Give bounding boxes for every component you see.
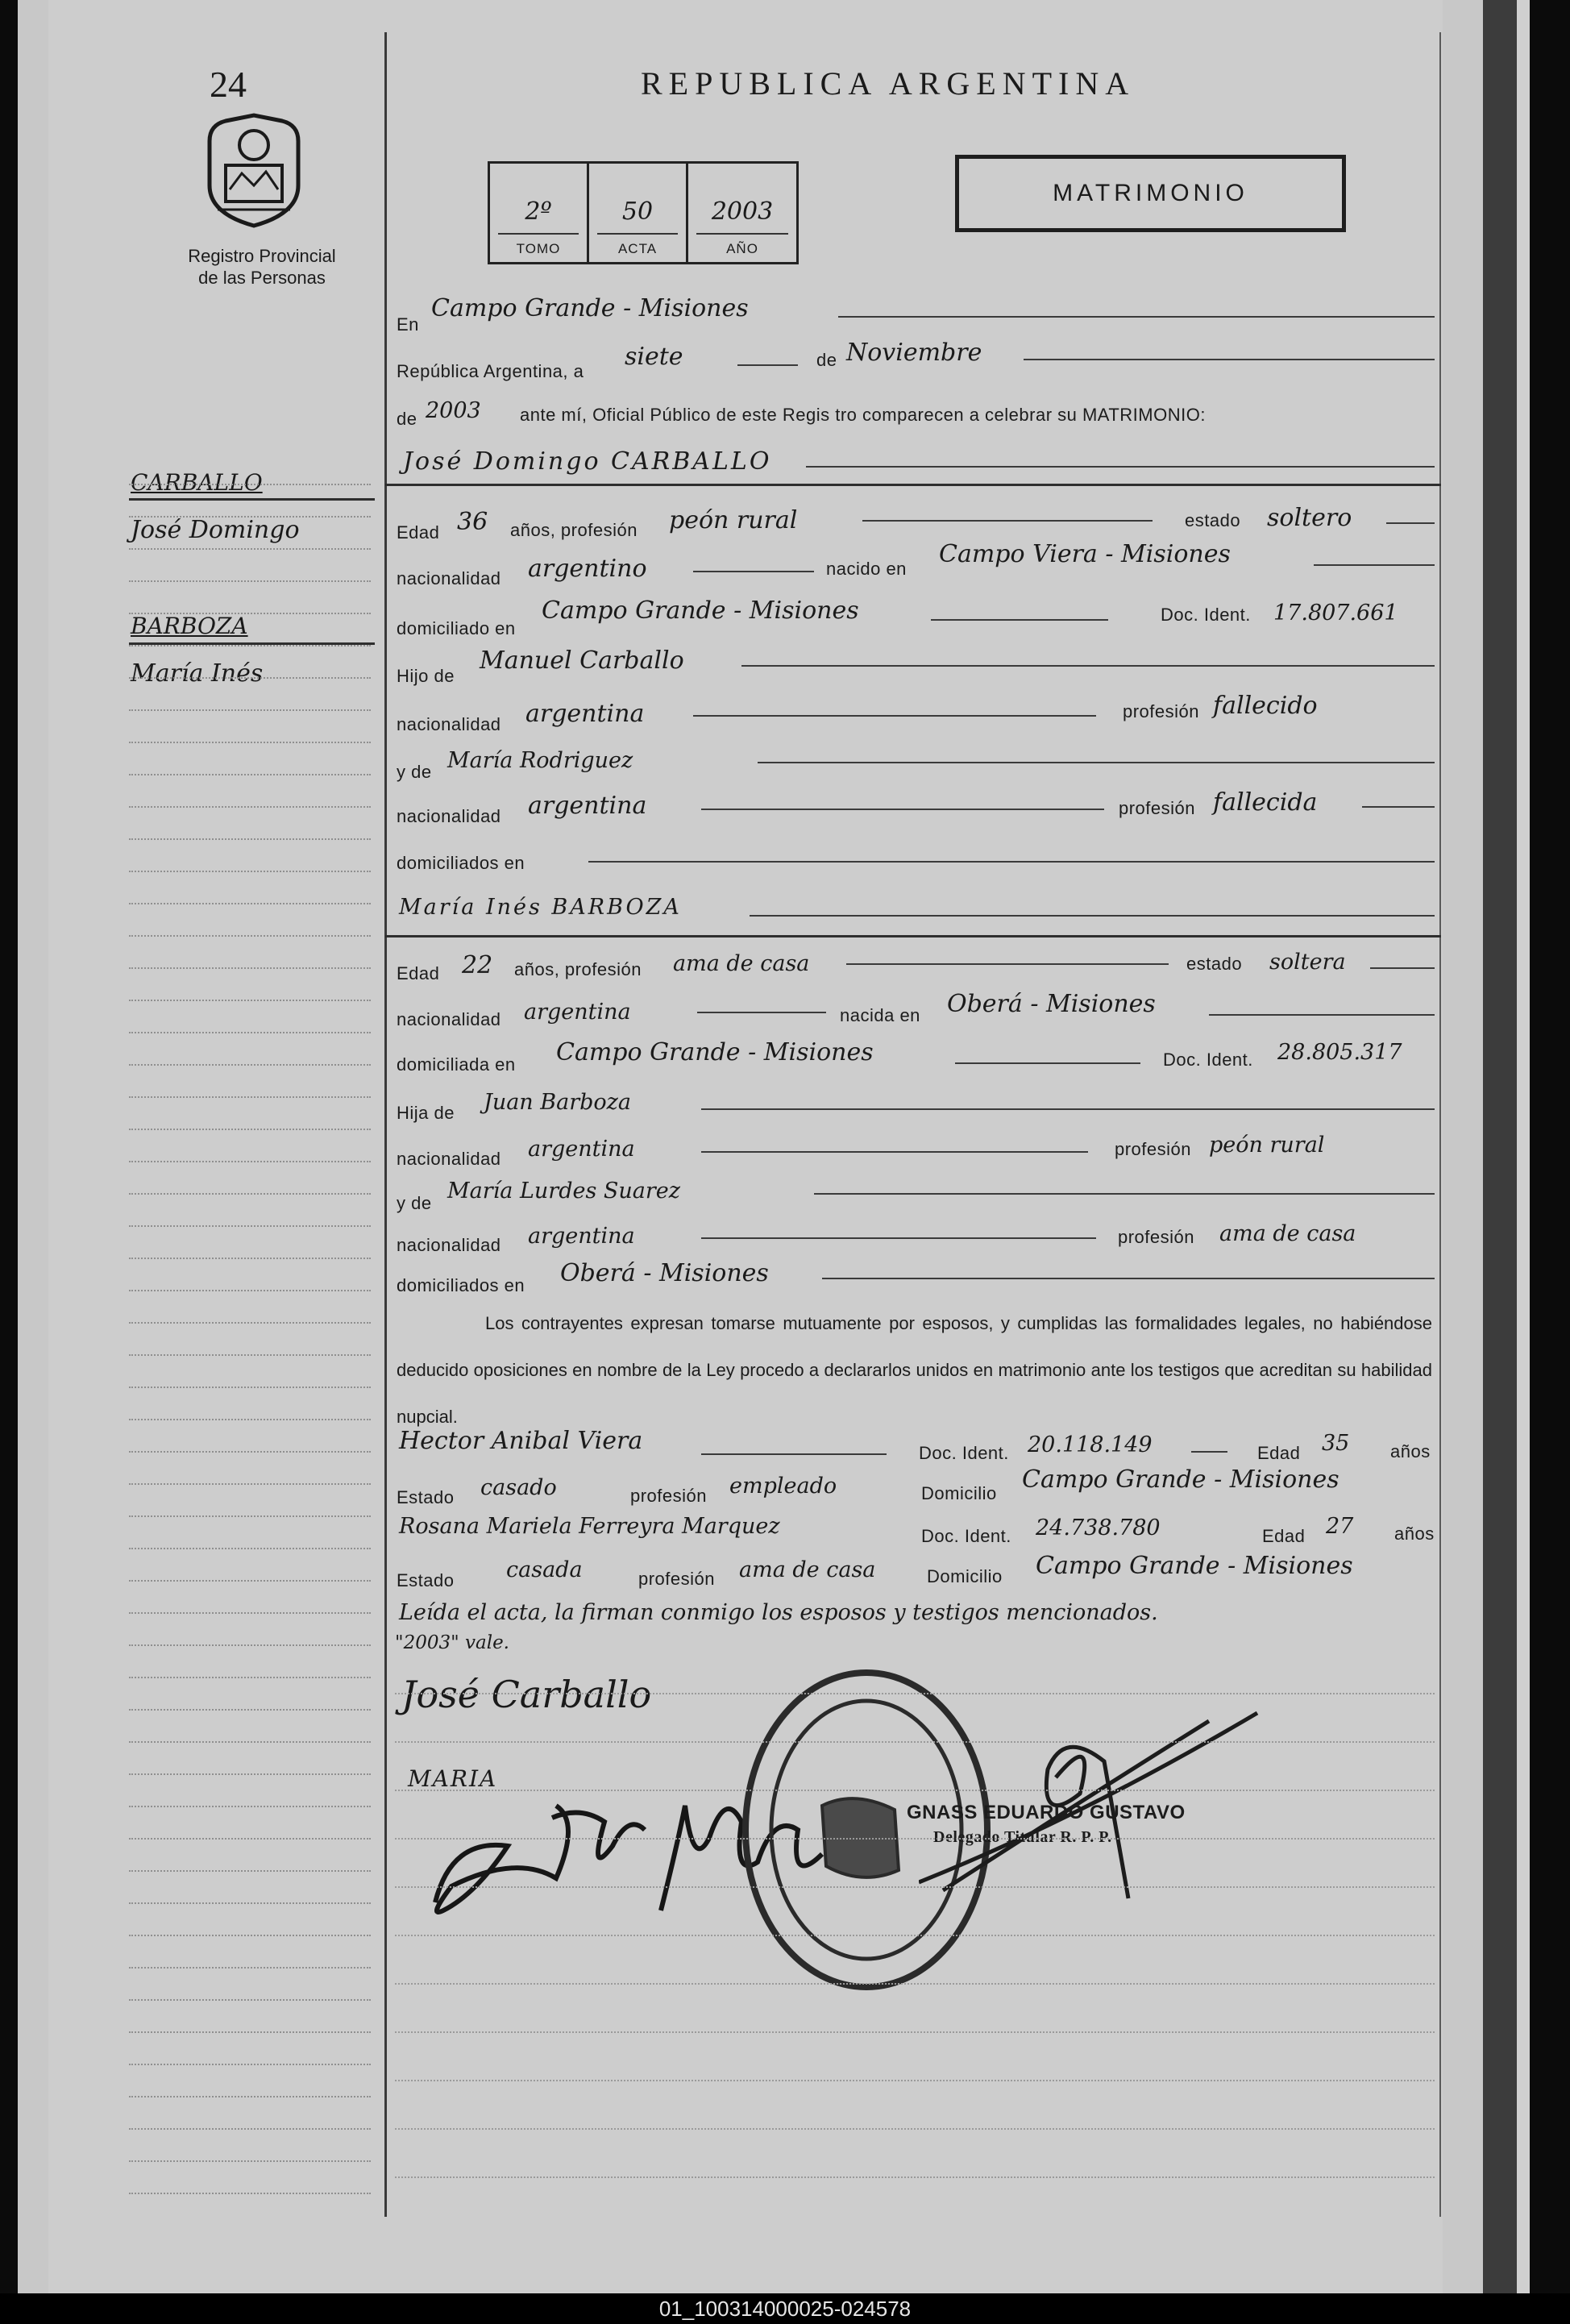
groom-father-profession: fallecido bbox=[1213, 692, 1318, 720]
witness2-doc: 24.738.780 bbox=[1036, 1515, 1161, 1540]
groom-mother: María Rodriguez bbox=[447, 748, 633, 773]
folio-number: 24 bbox=[210, 64, 247, 105]
fill-line bbox=[1386, 522, 1435, 524]
fill-line bbox=[862, 520, 1153, 522]
witness2-domicile: Campo Grande - Misiones bbox=[1036, 1552, 1353, 1580]
margin-guide-line bbox=[129, 645, 371, 646]
witness1-domicile: Campo Grande - Misiones bbox=[1022, 1465, 1339, 1494]
fill-line bbox=[1191, 1451, 1227, 1453]
fill-line bbox=[931, 619, 1108, 621]
bride-father-nac-label: nacionalidad bbox=[397, 1149, 501, 1169]
margin-guide-line bbox=[129, 1161, 371, 1162]
margin-guide-line bbox=[129, 1290, 371, 1291]
bride-age: 22 bbox=[462, 951, 493, 979]
groom-father-prof-label: profesión bbox=[1123, 701, 1200, 721]
margin-guide-line bbox=[129, 967, 371, 969]
fill-line bbox=[588, 861, 1435, 863]
bride-hija-label: Hija de bbox=[397, 1103, 455, 1123]
body-guide-line bbox=[395, 1838, 1435, 1840]
groom-mother-prof-label: profesión bbox=[1119, 798, 1196, 818]
celebration-month: Noviembre bbox=[846, 339, 982, 367]
margin-guide-line bbox=[129, 1193, 371, 1195]
bride-doc: 28.805.317 bbox=[1277, 1040, 1402, 1065]
fill-line bbox=[741, 665, 1435, 667]
groom-father-nac-label: nacionalidad bbox=[397, 714, 501, 734]
tomo-acta-anio-box bbox=[488, 161, 799, 264]
witness1-doc: 20.118.149 bbox=[1028, 1432, 1153, 1457]
margin-guide-line bbox=[129, 1838, 371, 1840]
margin-guide-line bbox=[129, 2193, 371, 2194]
margin-groom-surname: CARBALLO bbox=[131, 469, 263, 496]
document-title: REPUBLICA ARGENTINA bbox=[641, 65, 1136, 102]
margin-guide-line bbox=[129, 1870, 371, 1872]
fill-line bbox=[1370, 967, 1435, 969]
margin-guide-line bbox=[129, 2096, 371, 2097]
margin-guide-line bbox=[129, 1000, 371, 1001]
margin-bride-surname: BARBOZA bbox=[131, 613, 248, 639]
body-guide-line bbox=[395, 2080, 1435, 2081]
margin-guide-line bbox=[129, 1322, 371, 1324]
anio-cell bbox=[688, 164, 796, 262]
margin-guide-line bbox=[129, 548, 371, 550]
tomo-cell bbox=[490, 164, 589, 262]
act-type-box: MATRIMONIO bbox=[955, 155, 1346, 232]
witness1-profession: empleado bbox=[729, 1474, 837, 1499]
margin-guide-line bbox=[129, 1064, 371, 1066]
margin-guide-line bbox=[129, 1515, 371, 1517]
groom-domicile: Campo Grande - Misiones bbox=[542, 597, 859, 625]
bride-domicile: Campo Grande - Misiones bbox=[556, 1038, 874, 1066]
acta-cell bbox=[589, 164, 688, 262]
groom-hijo-label: Hijo de bbox=[397, 666, 455, 686]
section-rule bbox=[385, 484, 1441, 486]
bride-father-nationality: argentina bbox=[528, 1137, 635, 1162]
bride-parents-domicile: Oberá - Misiones bbox=[560, 1259, 769, 1287]
republica-label: República Argentina, a bbox=[397, 361, 584, 381]
groom-mother-nac-label: nacionalidad bbox=[397, 806, 501, 826]
fill-line bbox=[1024, 359, 1435, 360]
section-rule bbox=[385, 935, 1441, 937]
margin-guide-line bbox=[129, 1644, 371, 1646]
left-margin-rule bbox=[384, 32, 387, 2217]
body-guide-line bbox=[395, 1741, 1435, 1743]
bride-parents-dom-label: domiciliados en bbox=[397, 1275, 525, 1295]
anio-caption: AÑO bbox=[726, 241, 758, 256]
bride-estado-label: estado bbox=[1186, 954, 1243, 974]
bride-mother-prof-label: profesión bbox=[1118, 1227, 1195, 1247]
fill-line bbox=[701, 809, 1104, 810]
witness2-profession: ama de casa bbox=[739, 1557, 876, 1582]
witness1-name: Hector Anibal Viera bbox=[399, 1427, 643, 1455]
fill-line bbox=[737, 364, 798, 366]
declaration-paragraph bbox=[397, 1300, 1432, 1441]
margin-guide-line bbox=[129, 1935, 371, 1936]
margin-guide-line bbox=[129, 1419, 371, 1420]
de-label: de bbox=[816, 350, 837, 370]
bride-mother-nac-label: nacionalidad bbox=[397, 1235, 501, 1255]
margin-guide-line bbox=[129, 677, 371, 679]
body-guide-line bbox=[395, 2176, 1435, 2178]
body-guide-line bbox=[395, 1935, 1435, 1936]
margin-guide-line bbox=[129, 1967, 371, 1969]
fill-line bbox=[693, 571, 814, 572]
right-margin-rule bbox=[1439, 32, 1441, 2217]
groom-signature: José Carballo bbox=[401, 1673, 652, 1716]
witness2-age: 27 bbox=[1326, 1514, 1354, 1539]
margin-guide-line bbox=[129, 1548, 371, 1549]
margin-guide-line bbox=[129, 1677, 371, 1678]
groom-doc-label: Doc. Ident. bbox=[1161, 605, 1251, 625]
groom-estado-label: estado bbox=[1185, 510, 1241, 530]
bride-estado: soltera bbox=[1269, 950, 1346, 975]
intro-text: ante mí, Oficial Público de este Regis tro comparecen a celebrar su MATRIMONIO: bbox=[520, 405, 1206, 425]
witness1-profesion-label: profesión bbox=[630, 1486, 708, 1506]
groom-domiciliado-label: domiciliado en bbox=[397, 618, 516, 638]
next-page-edge bbox=[1517, 0, 1530, 2293]
fill-line bbox=[822, 1278, 1435, 1279]
celebration-place: Campo Grande - Misiones bbox=[431, 294, 749, 322]
witness1-doc-label: Doc. Ident. bbox=[919, 1443, 1009, 1463]
groom-full-name: José Domingo CARBALLO bbox=[403, 447, 772, 476]
margin-guide-line bbox=[129, 1032, 371, 1033]
acta-caption: ACTA bbox=[617, 241, 658, 256]
bride-mother-nationality: argentina bbox=[528, 1224, 635, 1249]
witness2-profesion-label: profesión bbox=[638, 1569, 716, 1589]
witness2-name: Rosana Mariela Ferreyra Marquez bbox=[399, 1514, 780, 1539]
witness2-anios-label: años bbox=[1394, 1524, 1435, 1544]
body-guide-line bbox=[395, 1790, 1435, 1791]
margin-guide-line bbox=[129, 1902, 371, 1904]
body-guide-line bbox=[395, 1983, 1435, 1985]
groom-father: Manuel Carballo bbox=[480, 646, 684, 675]
groom-nationality: argentino bbox=[528, 555, 647, 583]
margin-guide-line bbox=[129, 838, 371, 840]
margin-guide-line bbox=[129, 1225, 371, 1227]
body-guide-line bbox=[395, 2031, 1435, 2033]
margin-guide-line bbox=[129, 1773, 371, 1775]
margin-guide-line bbox=[129, 1096, 371, 1098]
fill-line bbox=[846, 963, 1169, 965]
body-guide-line bbox=[395, 1693, 1435, 1694]
bride-yde-label: y de bbox=[397, 1193, 432, 1213]
bride-mother-profession: ama de casa bbox=[1219, 1221, 1356, 1246]
witness2-doc-label: Doc. Ident. bbox=[921, 1526, 1011, 1546]
tomo-underline bbox=[498, 233, 579, 235]
body-guide-line bbox=[395, 1886, 1435, 1888]
fill-line bbox=[1314, 564, 1435, 566]
bride-signature-label: MARIA bbox=[408, 1765, 498, 1792]
margin-guide-line bbox=[129, 2031, 371, 2033]
margin-guide-line bbox=[129, 613, 371, 614]
fill-line bbox=[693, 715, 1096, 717]
fill-line bbox=[758, 762, 1435, 763]
witness1-domicilio-label: Domicilio bbox=[921, 1483, 997, 1503]
margin-guide-line bbox=[129, 1258, 371, 1259]
fill-line bbox=[701, 1453, 887, 1455]
groom-mother-profession: fallecida bbox=[1213, 788, 1318, 817]
margin-guide-line bbox=[129, 1129, 371, 1130]
bride-full-name: María Inés BARBOZA bbox=[399, 895, 682, 920]
margin-guide-line bbox=[129, 935, 371, 937]
witness2-estado-label: Estado bbox=[397, 1570, 455, 1590]
margin-groom-names: José Domingo bbox=[131, 516, 300, 544]
margin-guide-line bbox=[129, 1451, 371, 1453]
margin-guide-line bbox=[129, 1612, 371, 1614]
bride-doc-label: Doc. Ident. bbox=[1163, 1050, 1253, 1070]
image-identifier: 01_100314000025-024578 bbox=[0, 2293, 1570, 2324]
groom-nacionalidad-label: nacionalidad bbox=[397, 568, 501, 588]
witness1-estado: casado bbox=[480, 1475, 557, 1500]
witness1-estado-label: Estado bbox=[397, 1487, 455, 1507]
groom-edad-label: Edad bbox=[397, 522, 440, 543]
margin-guide-line bbox=[129, 1709, 371, 1711]
margin-guide-line bbox=[129, 1354, 371, 1356]
bride-profession: ama de casa bbox=[673, 951, 810, 976]
bride-birthplace: Oberá - Misiones bbox=[947, 990, 1156, 1018]
acta-underline bbox=[597, 233, 678, 235]
witness1-edad-label: Edad bbox=[1257, 1443, 1301, 1463]
fill-line bbox=[814, 1193, 1435, 1195]
fill-line bbox=[750, 915, 1435, 917]
fill-line bbox=[806, 466, 1435, 468]
margin-guide-line bbox=[129, 1741, 371, 1743]
margin-guide-line bbox=[129, 2064, 371, 2065]
margin-guide-line bbox=[129, 709, 371, 711]
anio-underline bbox=[696, 233, 788, 235]
fill-line bbox=[701, 1108, 1435, 1110]
margin-guide-line bbox=[129, 1483, 371, 1485]
fill-line bbox=[955, 1062, 1140, 1064]
groom-parents-dom-label: domiciliados en bbox=[397, 853, 525, 873]
witness1-anios-label: años bbox=[1390, 1441, 1431, 1461]
margin-guide-line bbox=[129, 1999, 371, 2001]
bride-nationality: argentina bbox=[524, 1000, 631, 1025]
fill-line bbox=[697, 1012, 826, 1013]
declaration-text: Los contrayentes expresan tomarse mutuamente por esposos, y cumplidas las formalidades legales, no habiéndose deducido oposiciones en nombre de la Ley procedo a declararlos unidos en matrimonio ante los testigos que acreditan su habilidad nupcial. bbox=[397, 1313, 1432, 1427]
bride-domiciliada-label: domiciliada en bbox=[397, 1054, 516, 1075]
margin-guide-line bbox=[129, 806, 371, 808]
groom-profession: peón rural bbox=[669, 506, 798, 534]
margin-guide-line bbox=[129, 1580, 371, 1582]
bride-father-profession: peón rural bbox=[1209, 1133, 1325, 1158]
celebration-year: 2003 bbox=[426, 398, 481, 423]
margin-guide-line bbox=[129, 484, 371, 485]
bride-profesion-label: años, profesión bbox=[514, 959, 642, 979]
tomo-value: 2º bbox=[525, 197, 552, 226]
groom-nacido-label: nacido en bbox=[826, 559, 907, 579]
body-guide-line bbox=[395, 2128, 1435, 2130]
bride-father-prof-label: profesión bbox=[1115, 1139, 1192, 1159]
tomo-caption: TOMO bbox=[516, 241, 561, 256]
groom-age: 36 bbox=[457, 508, 488, 536]
closing-line-1: Leída el acta, la firman conmigo los esposos y testigos mencionados. bbox=[399, 1600, 1158, 1625]
margin-guide-line bbox=[129, 580, 371, 582]
celebration-day: siete bbox=[625, 343, 683, 371]
de-year-label: de bbox=[397, 409, 417, 429]
margin-guide-line bbox=[129, 2160, 371, 2162]
registry-line-2: de las Personas bbox=[198, 268, 326, 288]
margin-guide-line bbox=[129, 2128, 371, 2130]
fill-line bbox=[838, 316, 1435, 318]
bride-nacida-label: nacida en bbox=[840, 1005, 920, 1025]
groom-yde-label: y de bbox=[397, 762, 432, 782]
fill-line bbox=[701, 1151, 1088, 1153]
fill-line bbox=[701, 1237, 1096, 1239]
anio-value: 2003 bbox=[711, 197, 774, 226]
bride-father: Juan Barboza bbox=[484, 1090, 631, 1115]
en-label: En bbox=[397, 314, 419, 335]
official-name: GNASS EDUARDO GUSTAVO bbox=[907, 1802, 1186, 1823]
margin-guide-line bbox=[129, 871, 371, 872]
witness2-domicilio-label: Domicilio bbox=[927, 1566, 1003, 1586]
registry-name bbox=[165, 245, 359, 289]
witness2-edad-label: Edad bbox=[1262, 1526, 1306, 1546]
bride-nacionalidad-label: nacionalidad bbox=[397, 1009, 501, 1029]
groom-father-nationality: argentina bbox=[525, 700, 645, 728]
groom-mother-nationality: argentina bbox=[528, 792, 647, 820]
margin-guide-line bbox=[129, 516, 371, 518]
margin-guide-line bbox=[129, 1806, 371, 1807]
margin-guide-line bbox=[129, 774, 371, 775]
groom-profesion-label: años, profesión bbox=[510, 520, 638, 540]
bride-edad-label: Edad bbox=[397, 963, 440, 983]
bride-mother: María Lurdes Suarez bbox=[447, 1179, 680, 1204]
margin-rule bbox=[129, 498, 375, 501]
groom-birthplace: Campo Viera - Misiones bbox=[939, 540, 1231, 568]
witness1-age: 35 bbox=[1322, 1431, 1350, 1456]
margin-guide-line bbox=[129, 742, 371, 743]
official-title: Delegado Titular R. P. P. bbox=[933, 1828, 1112, 1846]
witness2-estado: casada bbox=[506, 1557, 583, 1582]
fill-line bbox=[1209, 1014, 1435, 1016]
provincial-seal-icon bbox=[201, 109, 306, 230]
margin-bride-names: María Inés bbox=[131, 659, 264, 688]
registry-line-1: Registro Provincial bbox=[188, 246, 336, 266]
groom-estado: soltero bbox=[1267, 504, 1352, 532]
closing-line-2: "2003" vale. bbox=[395, 1632, 509, 1653]
margin-guide-line bbox=[129, 1387, 371, 1388]
fill-line bbox=[1362, 806, 1435, 808]
acta-value: 50 bbox=[621, 197, 654, 226]
groom-doc: 17.807.661 bbox=[1273, 601, 1398, 626]
margin-guide-line bbox=[129, 903, 371, 904]
